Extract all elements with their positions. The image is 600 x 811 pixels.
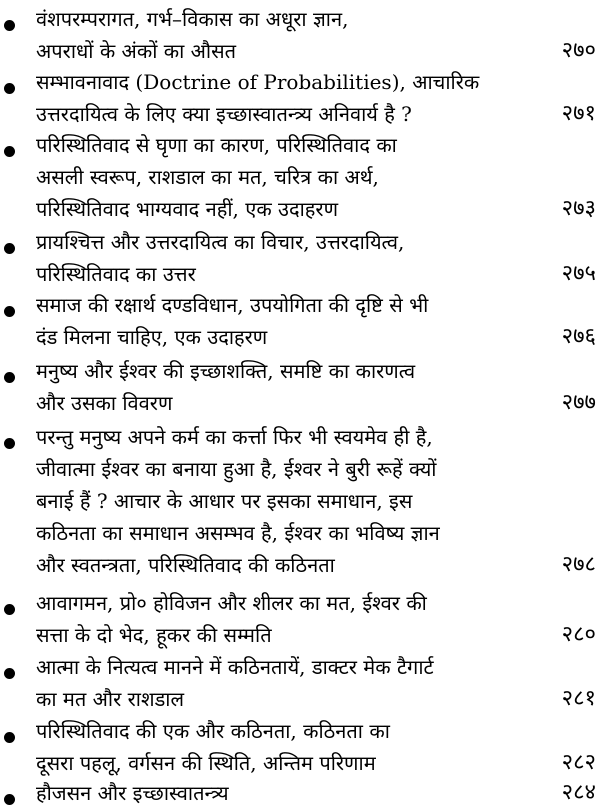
entry-text-line: और स्वतन्त्रता, परिस्थितिवाद की कठिनता — [36, 553, 335, 577]
page-number: २७३ — [561, 196, 596, 221]
entry-text-line: उत्तरदायित्व के लिए क्या इच्छास्वातन्त्र्य अनिवार्य है ? — [36, 102, 412, 126]
entry-text-line: परिस्थितिवाद भाग्यवाद नहीं, एक उदाहरण — [36, 197, 339, 221]
bullet-icon — [4, 668, 15, 679]
entry-text-line: और उसका विवरण — [36, 391, 173, 415]
entry-text-line: मनुष्य और ईश्वर की इच्छाशक्ति, समष्टि का कारणत्व — [36, 359, 416, 383]
bullet-icon — [4, 732, 15, 743]
entry-text-line: का मत और राशडाल — [36, 687, 185, 711]
page-number: २८१ — [561, 686, 596, 711]
bullet-icon — [4, 83, 15, 94]
page-number: २८० — [561, 622, 596, 647]
bullet-icon — [4, 372, 15, 383]
page-number: २७० — [561, 38, 596, 63]
entry-text-line: दंड मिलना चाहिए, एक उदाहरण — [36, 325, 268, 349]
entry-text-line: सम्भावनावाद (Doctrine of Probabilities), आचारिक — [36, 70, 480, 94]
page-number: २७१ — [561, 101, 596, 126]
entry-text-line: अपराधों के अंकों का औसत — [36, 39, 237, 63]
entry-text-line: प्रायश्चित्त और उत्तरदायित्व का विचार, उत्तरदायित्व, — [36, 230, 405, 254]
entry-text-line: परिस्थितिवाद की एक और कठिनता, कठिनता का — [36, 719, 390, 743]
bullet-icon — [4, 243, 15, 254]
bullet-icon — [4, 146, 15, 157]
entry-text-line: बनाई हैं ? आचार के आधार पर इसका समाधान, इस — [36, 489, 413, 513]
entry-text-line: दूसरा पहलू, वर्गसन की स्थिति, अन्तिम परिणाम — [36, 751, 376, 775]
entry-text-line: परन्तु मनुष्य अपने कर्म का कर्त्ता फिर भी स्वयमेव ही है, — [36, 425, 433, 449]
bullet-icon — [4, 20, 15, 31]
bullet-icon — [4, 438, 15, 449]
entry-text-line: आवागमन, प्रो० होविजन और शीलर का मत, ईश्वर की — [36, 591, 427, 615]
bullet-icon — [4, 306, 15, 317]
page-number: २७७ — [561, 390, 596, 415]
entry-text-line: कठिनता का समाधान असम्भव है, ईश्वर का भविष्य ज्ञान — [36, 521, 440, 545]
page-number: २७८ — [561, 552, 596, 577]
page-number: २७६ — [561, 324, 596, 349]
bullet-icon — [4, 604, 15, 615]
entry-text-line: परिस्थितिवाद का उत्तर — [36, 262, 196, 286]
entry-text-line: सत्ता के दो भेद, हूकर की सम्मति — [36, 623, 272, 647]
page-number: २८४ — [561, 780, 596, 805]
bullet-icon — [4, 794, 15, 805]
entry-text-line: हौजसन और इच्छास्वातन्त्र्य — [36, 781, 229, 805]
entry-text-line: परिस्थितिवाद से घृणा का कारण, परिस्थितिवाद का — [36, 133, 397, 157]
entry-text-line: जीवात्मा ईश्वर का बनाया हुआ है, ईश्वर ने बुरी रूहें क्यों — [36, 457, 437, 481]
entry-text-line: समाज की रक्षार्थ दण्डविधान, उपयोगिता की दृष्टि से भी — [36, 293, 429, 317]
entry-text-line: वंशपरम्परागत, गर्भ–विकास का अधूरा ज्ञान, — [36, 7, 349, 31]
entry-text-line: आत्मा के नित्यत्व मानने में कठिनतायें, डाक्टर मेक टैगार्ट — [36, 655, 434, 679]
page-number: २७५ — [561, 261, 596, 286]
entry-text-line: असली स्वरूप, राशडाल का मत, चरित्र का अर्थ, — [36, 165, 379, 189]
page-number: २८२ — [561, 750, 596, 775]
